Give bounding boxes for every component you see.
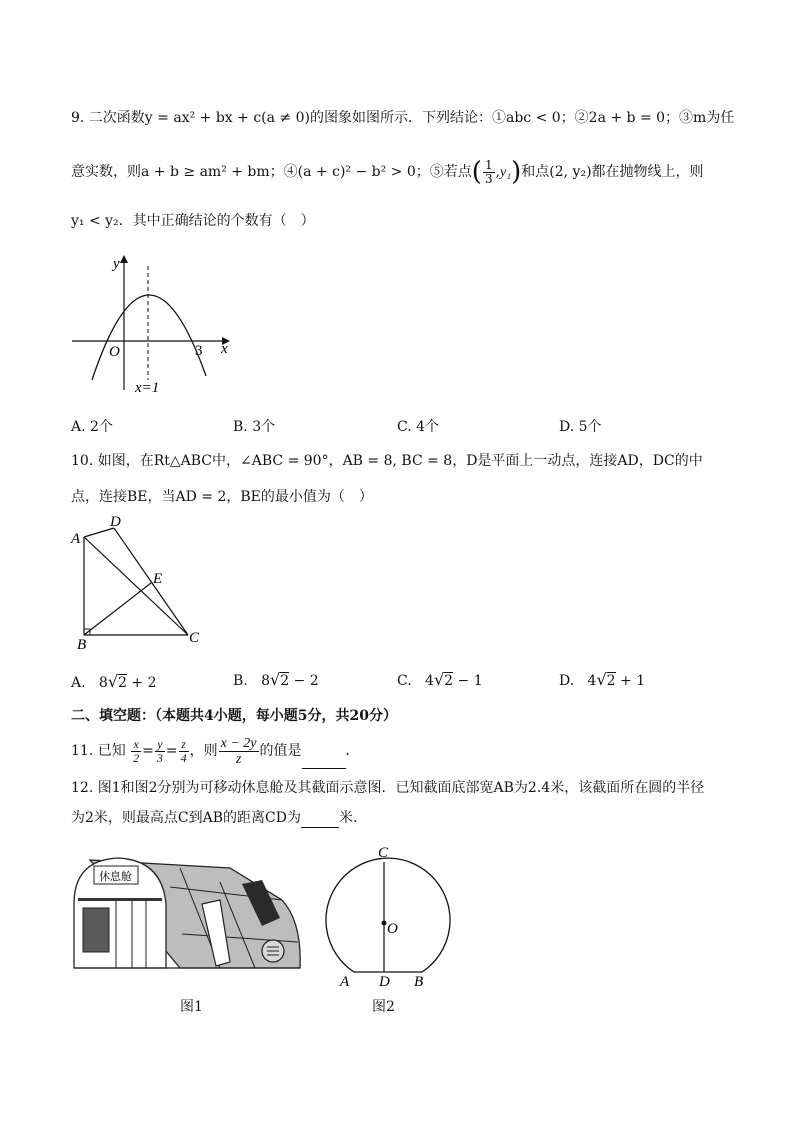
q12-line-2: 为2米，则最高点C到AB的距离CD为 米． bbox=[71, 810, 367, 826]
q10-line-1: 10. 如图，在Rt△ABC中，∠ABC = 90°，AB = 8, BC = 8，D是平面上一动点，连接AD，DC的中 bbox=[71, 453, 703, 469]
q11-fraction-y: $\frac{y}{3}$ bbox=[156, 736, 163, 765]
q9-line-2-text-a: 意实数，则a + b ≥ am² + bm；④(a + c)² − b² > 0；⑤若点 bbox=[71, 164, 472, 180]
q10-option-d[interactable]: D. 4√2 + 1 bbox=[559, 670, 646, 689]
q9-point-x-fraction: $\frac{1}{3}$ bbox=[484, 157, 493, 186]
q12-circle-figure bbox=[316, 840, 456, 988]
q11-fraction-z: $\frac{z}{4}$ bbox=[180, 736, 187, 765]
q10-triangle-diagram bbox=[68, 512, 218, 654]
q9-line-2-text-b: 和点(2, y₂)都在抛物线上，则 bbox=[521, 164, 704, 180]
q9-x-axis-label: x bbox=[221, 341, 228, 357]
q11-fraction-expression: $\frac{x - 2y}{z}$ bbox=[220, 735, 257, 767]
q9-line-1: 9. 二次函数y = ax² + bx + c(a ≠ 0)的图象如图所示．下列结论：①abc < 0；②2a + b = 0；③m为任 bbox=[71, 110, 735, 126]
q10-option-c[interactable]: C. 4√2 − 1 bbox=[397, 670, 483, 689]
q9-line-3: y₁ < y₂．其中正确结论的个数有（ ） bbox=[71, 213, 315, 229]
q10-label-b: B bbox=[77, 637, 87, 653]
q10-line-2: 点，连接BE，当AD = 2，BE的最小值为（ ） bbox=[71, 489, 373, 505]
q9-option-c[interactable]: C. 4个 bbox=[397, 419, 440, 435]
q10-label-a: A bbox=[71, 531, 81, 547]
q11-line: 11. 已知 $\frac{x}{2}$ = $\frac{y}{3}$ = $\frac{z}{4}$ ，则 $\frac{x - 2y}{z}$ 的值是 ． bbox=[71, 733, 360, 769]
q12-answer-blank[interactable] bbox=[301, 813, 339, 828]
q11-fraction-x: $\frac{x}{2}$ bbox=[133, 736, 140, 765]
q9-option-d[interactable]: D. 5个 bbox=[559, 419, 602, 435]
q10-label-c: C bbox=[189, 630, 200, 646]
q9-option-a[interactable]: A. 2个 bbox=[71, 419, 113, 435]
q12-line-1: 12. 图1和图2分别为可移动休息舱及其截面示意图．已知截面底部宽AB为2.4米，该截面所在圆的半径 bbox=[71, 780, 705, 796]
fig2-label-c: C bbox=[378, 845, 389, 861]
figure-2-caption: 图2 bbox=[372, 999, 395, 1015]
q12-cabin-figure bbox=[70, 852, 306, 974]
cabin-sign: 休息舱 bbox=[99, 871, 132, 883]
q9-origin-label: O bbox=[109, 344, 120, 360]
q9-parabola-graph bbox=[68, 250, 238, 396]
q10-label-e: E bbox=[153, 571, 163, 587]
q9-point-y: y₁ bbox=[500, 165, 512, 180]
q9-line-2: 意实数，则a + b ≥ am² + bm；④(a + c)² − b² > 0；⑤若点( $\frac{1}{3}$ ,y₁)和点(2, y₂)都在抛物线上，则 bbox=[71, 157, 704, 187]
q10-option-b[interactable]: B. 8√2 − 2 bbox=[233, 670, 319, 689]
q11-answer-blank[interactable] bbox=[302, 754, 346, 769]
q9-y-axis-label: y bbox=[113, 256, 120, 272]
q10-option-a[interactable]: A. 8√2 + 2 bbox=[71, 672, 157, 691]
fig2-label-o: O bbox=[387, 921, 398, 937]
fig2-label-d: D bbox=[379, 974, 390, 988]
figure-1-caption: 图1 bbox=[180, 999, 203, 1015]
q9-symmetry-axis-label: x=1 bbox=[135, 380, 160, 396]
fig2-label-a: A bbox=[340, 974, 350, 988]
q9-option-b[interactable]: B. 3个 bbox=[233, 419, 276, 435]
q10-label-d: D bbox=[110, 514, 121, 530]
fig2-label-b: B bbox=[414, 974, 424, 988]
q9-root-label: 3 bbox=[195, 343, 203, 359]
section-title-fill-in: 二、填空题：（本题共4小题，每小题5分，共20分） bbox=[71, 708, 397, 724]
